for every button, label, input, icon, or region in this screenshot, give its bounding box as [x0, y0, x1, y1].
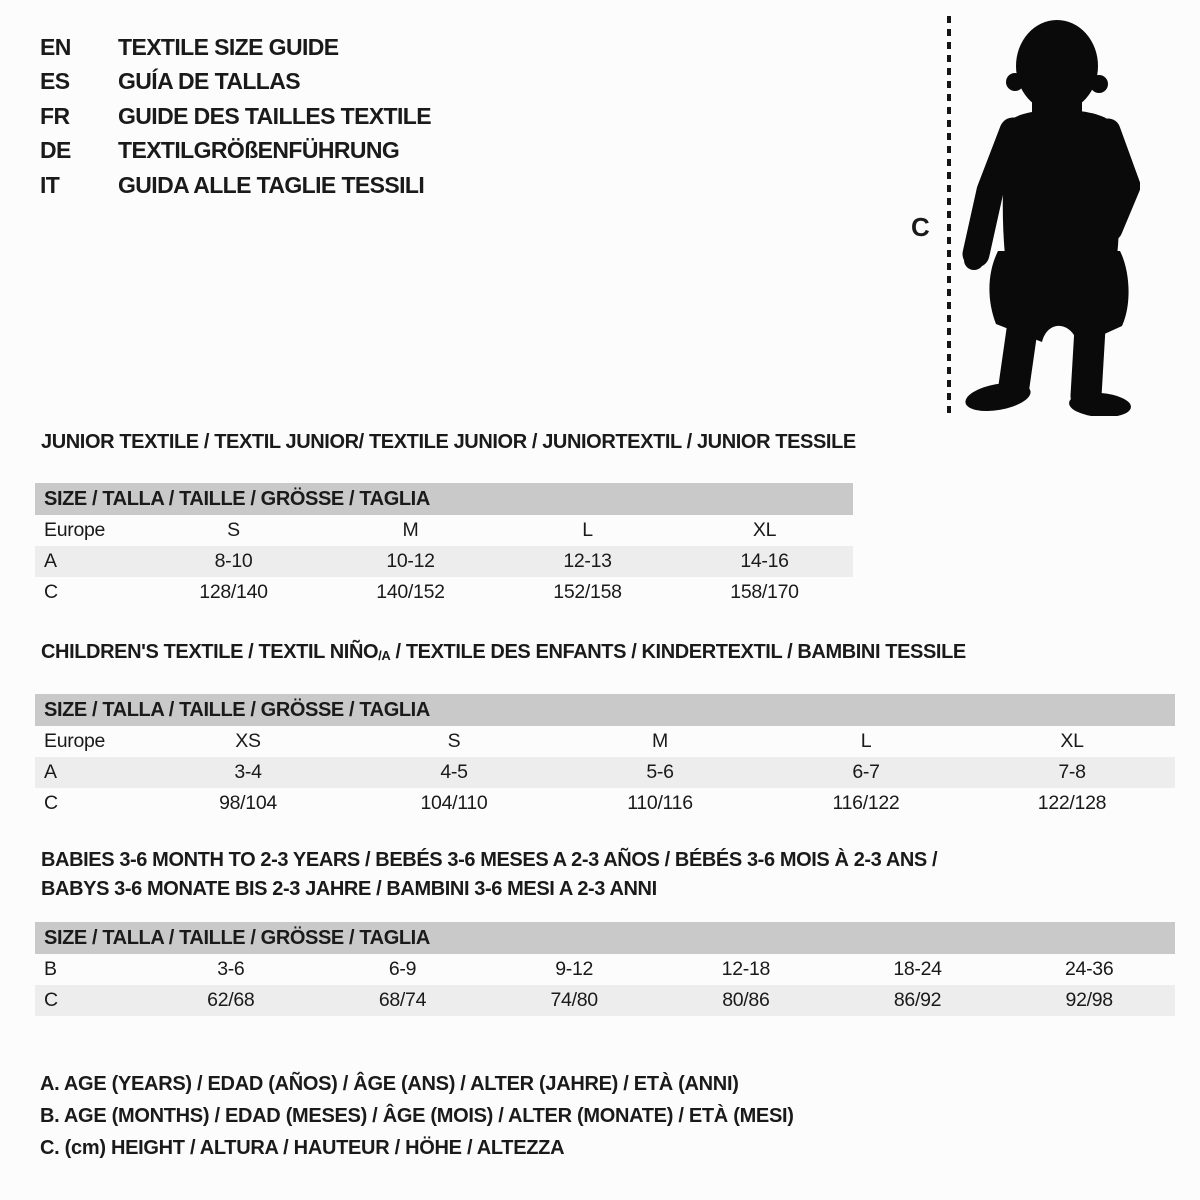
size-header-band: SIZE / TALLA / TAILLE / GRÖSSE / TAGLIA	[35, 483, 853, 515]
table-row-age-months	[35, 954, 1175, 985]
height-cell: 110/116	[627, 792, 693, 814]
guide-title-de: TEXTILGRÖßENFÜHRUNG	[118, 137, 400, 164]
size-cell: M	[652, 730, 668, 752]
language-row-en	[40, 30, 431, 65]
age-cell: 6-9	[388, 958, 417, 980]
table-row-height	[35, 577, 853, 608]
language-code: ES	[40, 68, 70, 95]
size-header-band: SIZE / TALLA / TAILLE / GRÖSSE / TAGLIA	[35, 922, 1175, 954]
height-cell: 80/86	[722, 989, 770, 1011]
height-cell: 62/68	[207, 989, 255, 1011]
junior-textile-table	[35, 430, 856, 608]
height-cell: 74/80	[550, 989, 598, 1011]
size-cell: L	[860, 730, 872, 752]
height-cell: 158/170	[730, 581, 799, 603]
legend-line-b: B. AGE (MONTHS) / EDAD (MESES) / ÂGE (MOIS) / ALTER (MONATE) / ETÀ (MESI)	[40, 1105, 794, 1127]
height-cell: 122/128	[1037, 792, 1107, 814]
height-cell: 128/140	[199, 581, 268, 603]
table-row-height	[35, 985, 1175, 1016]
table-row-europe	[35, 726, 1175, 757]
babies-table-title-line1: BABIES 3-6 MONTH TO 2-3 YEARS / BEBÉS 3-6 MESES A 2-3 AÑOS / BÉBÉS 3-6 MOIS À 2-3 ANS /	[41, 849, 938, 871]
age-cell: 5-6	[646, 761, 674, 783]
height-measure-label: C	[911, 212, 930, 242]
title-part: / TEXTILE DES ENFANTS / KINDERTEXTIL / BAMBINI TESSILE	[390, 641, 966, 663]
age-cell: 10-12	[386, 550, 435, 572]
row-label: B	[44, 958, 57, 980]
size-cell: L	[582, 519, 593, 541]
title-subscript: /A	[378, 648, 391, 663]
age-cell: 12-18	[721, 958, 771, 980]
height-cell: 68/74	[378, 989, 427, 1011]
guide-title-es: GUÍA DE TALLAS	[118, 68, 300, 95]
age-cell: 14-16	[740, 550, 789, 572]
row-label: C	[44, 581, 58, 603]
guide-title-en: TEXTILE SIZE GUIDE	[118, 33, 339, 60]
row-label: C	[44, 792, 58, 814]
age-cell: 3-4	[234, 761, 262, 783]
guide-title-fr: GUIDE DES TAILLES TEXTILE	[118, 102, 431, 129]
size-cell: M	[402, 519, 419, 541]
row-label: Europe	[44, 730, 106, 752]
height-cell: 86/92	[893, 989, 942, 1011]
language-row-fr	[40, 99, 431, 134]
age-cell: 9-12	[555, 958, 594, 980]
language-row-it	[40, 168, 431, 203]
size-cell: XL	[752, 519, 777, 541]
language-code: FR	[40, 102, 70, 129]
size-cell: S	[447, 730, 461, 752]
language-row-es	[40, 65, 431, 100]
row-label: C	[44, 989, 58, 1011]
age-cell: 24-36	[1065, 958, 1114, 980]
height-cell: 92/98	[1065, 989, 1113, 1011]
language-code: IT	[40, 171, 60, 198]
junior-table-title: JUNIOR TEXTILE / TEXTIL JUNIOR/ TEXTILE JUNIOR / JUNIORTEXTIL / JUNIOR TESSILE	[41, 431, 856, 453]
title-part: CHILDREN'S TEXTILE / TEXTIL NIÑO	[41, 641, 379, 663]
age-cell: 7-8	[1058, 761, 1086, 783]
height-cell: 98/104	[219, 792, 277, 814]
table-row-europe	[35, 515, 853, 546]
language-title-block	[40, 30, 431, 203]
row-label: A	[44, 761, 57, 783]
height-cell: 116/122	[832, 792, 900, 814]
language-code: EN	[40, 33, 71, 60]
childrens-table-title	[41, 640, 1175, 668]
table-row-height	[35, 788, 1175, 819]
guide-title-it: GUIDA ALLE TAGLIE TESSILI	[118, 171, 425, 198]
height-cell: 152/158	[553, 581, 622, 603]
size-header-band: SIZE / TALLA / TAILLE / GRÖSSE / TAGLIA	[35, 694, 1175, 726]
table-row-age	[35, 757, 1175, 788]
childrens-textile-table	[35, 640, 1175, 819]
row-label: A	[44, 550, 57, 572]
height-measure-dashed-line	[947, 16, 951, 416]
measurement-legend	[40, 1068, 794, 1164]
table-row-age	[35, 546, 853, 577]
age-cell: 6-7	[852, 761, 880, 783]
age-cell: 18-24	[893, 958, 942, 980]
legend-line-c: C. (cm) HEIGHT / ALTURA / HAUTEUR / HÖHE / ALTEZZA	[40, 1137, 565, 1159]
age-cell: 12-13	[563, 550, 612, 572]
age-cell: 8-10	[214, 550, 253, 572]
babies-textile-table	[35, 848, 1175, 1016]
legend-line-a: A. AGE (YEARS) / EDAD (AÑOS) / ÂGE (ANS) / ALTER (JAHRE) / ETÀ (ANNI)	[40, 1073, 739, 1095]
height-cell: 140/152	[376, 581, 445, 603]
age-cell: 4-5	[440, 761, 468, 783]
row-label: Europe	[44, 519, 106, 541]
age-cell: 3-6	[217, 958, 245, 980]
language-code: DE	[40, 137, 71, 164]
size-cell: XL	[1060, 730, 1084, 752]
language-row-de	[40, 134, 431, 169]
height-cell: 104/110	[420, 792, 488, 814]
babies-table-title-line2: BABYS 3-6 MONATE BIS 2-3 JAHRE / BAMBINI 3-6 MESI A 2-3 ANNI	[41, 878, 657, 900]
size-cell: XS	[235, 730, 261, 752]
size-cell: S	[227, 519, 240, 541]
toddler-silhouette-icon	[958, 16, 1140, 416]
